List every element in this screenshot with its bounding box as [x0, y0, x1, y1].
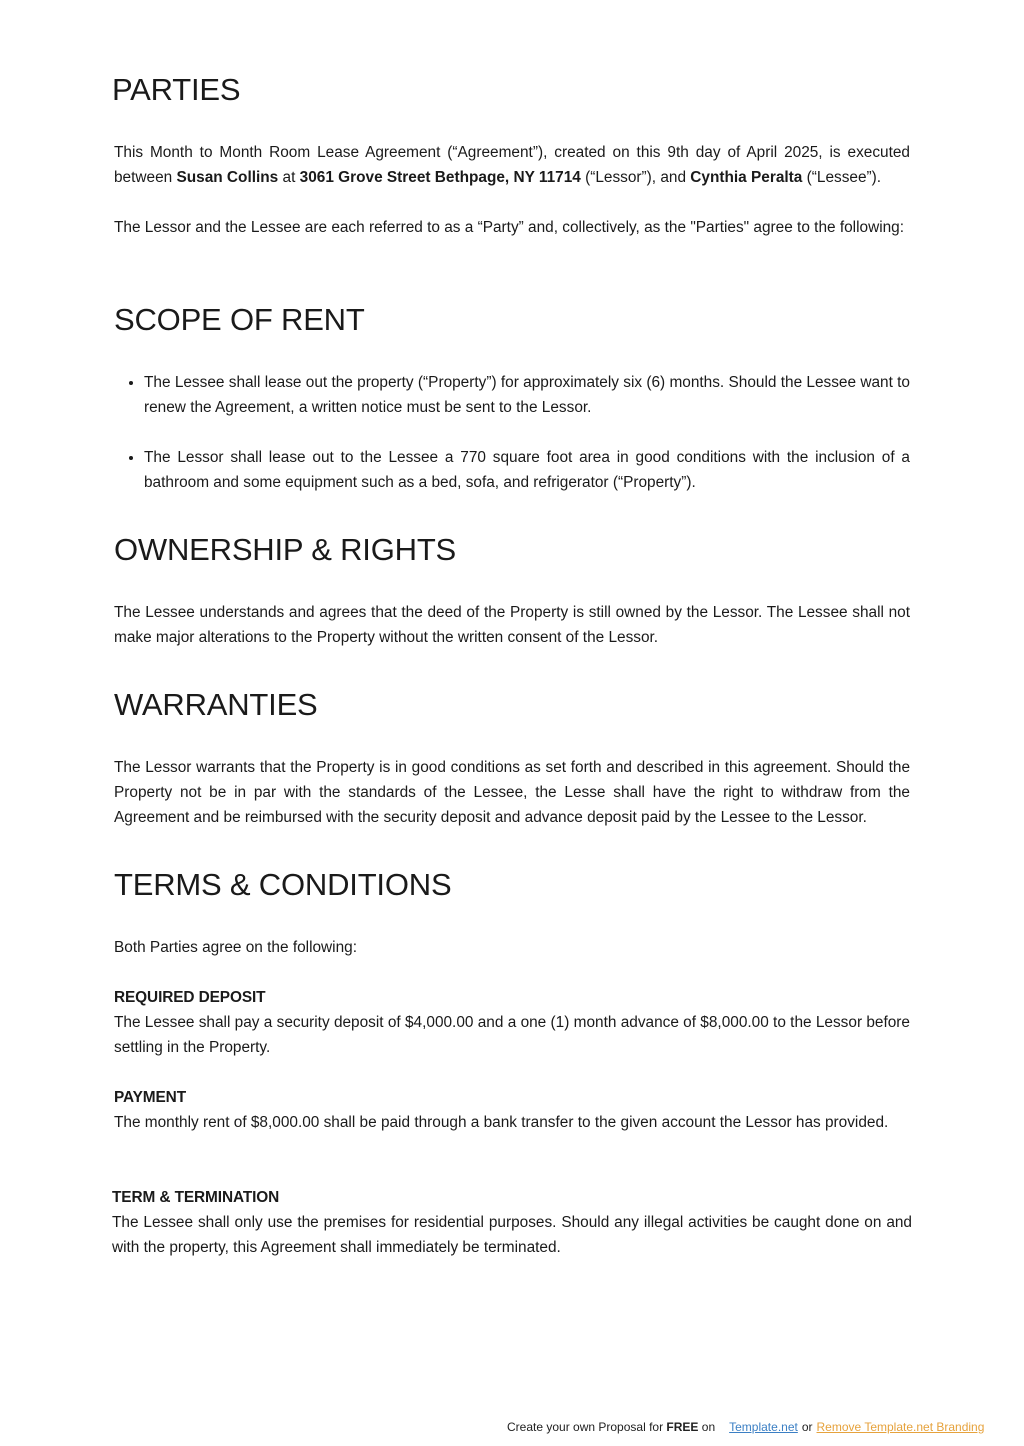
remove-branding-link[interactable]: Remove Template.net Branding [816, 1420, 985, 1434]
ownership-paragraph: The Lessee understands and agrees that the deed of the Property is still owned by the Lessor. The Lessee shall not make major alterations to the Property without the written consent of the Lessor. [114, 604, 910, 646]
heading-warranties: WARRANTIES [114, 687, 318, 722]
heading-terms-conditions: TERMS & CONDITIONS [114, 867, 452, 902]
footer-branding [507, 1419, 984, 1435]
parties-paragraph-1 [114, 140, 910, 190]
scope-list-item: • The Lessor shall lease out to the Lessee a 770 square foot area in good conditions with the inclusion of a bathroom and some equipment such as a bed, sofa, and refrigerator (“Property”). [144, 445, 910, 495]
heading-scope-of-rent: SCOPE OF RENT [114, 302, 365, 337]
payment-text: The monthly rent of $8,000.00 shall be paid through a bank transfer to the given account the Lessor has provided. [114, 1114, 889, 1131]
term-termination-text: The Lessee shall only use the premises for residential purposes. Should any illegal activities be caught done on and with the property, this Agreement shall immediately be terminated. [112, 1214, 912, 1256]
lessee-role-text: (“Lessee”). [802, 169, 882, 186]
footer-prefix: Create your own Proposal for [507, 1420, 667, 1434]
footer-free: FREE [666, 1420, 699, 1434]
parties-intro-text: This Month to Month Room Lease Agreement (“Agreement”), created on this 9th day of April 2025, is executed between [114, 144, 910, 186]
warranties-paragraph: The Lessor warrants that the Property is in good conditions as set forth and described in this agreement. Should the Property not be in par with the standards of the Lessee, the Lesse shall have the right to withdraw from the Agreement and be reimbursed with the security deposit and advance deposit paid by the Lessee to the Lessor. [114, 759, 910, 826]
term-termination-title: TERM & TERMINATION [112, 1189, 280, 1206]
heading-ownership-rights: OWNERSHIP & RIGHTS [114, 532, 457, 567]
lessor-name: Susan Collins [176, 169, 279, 186]
template-net-link[interactable]: Template.net [729, 1420, 798, 1434]
lessor-role-text: (“Lessor”), and [580, 169, 691, 186]
scope-list [114, 445, 910, 495]
at-text: at [278, 169, 300, 186]
footer-or: or [801, 1420, 813, 1434]
lessee-name: Cynthia Peralta [690, 169, 803, 186]
required-deposit-title: REQUIRED DEPOSIT [114, 989, 266, 1006]
footer-on: on [698, 1420, 716, 1434]
parties-paragraph-2: The Lessor and the Lessee are each referred to as a “Party” and, collectively, as the "Parties" agree to the following: [114, 219, 905, 236]
scope-list-item: • The Lessee shall lease out the property (“Property”) for approximately six (6) months. Should the Lessee want to renew the Agreement, a written notice must be sent to the Lessor. [144, 370, 910, 420]
heading-parties: PARTIES [112, 72, 241, 107]
required-deposit-text: The Lessee shall pay a security deposit of $4,000.00 and a one (1) month advance of $8,000.00 to the Lessor before settling in the Property. [114, 1014, 910, 1056]
terms-intro: Both Parties agree on the following: [114, 939, 357, 956]
payment-title: PAYMENT [114, 1089, 186, 1106]
scope-list [114, 370, 910, 420]
lessor-address: 3061 Grove Street Bethpage, NY 11714 [299, 169, 581, 186]
